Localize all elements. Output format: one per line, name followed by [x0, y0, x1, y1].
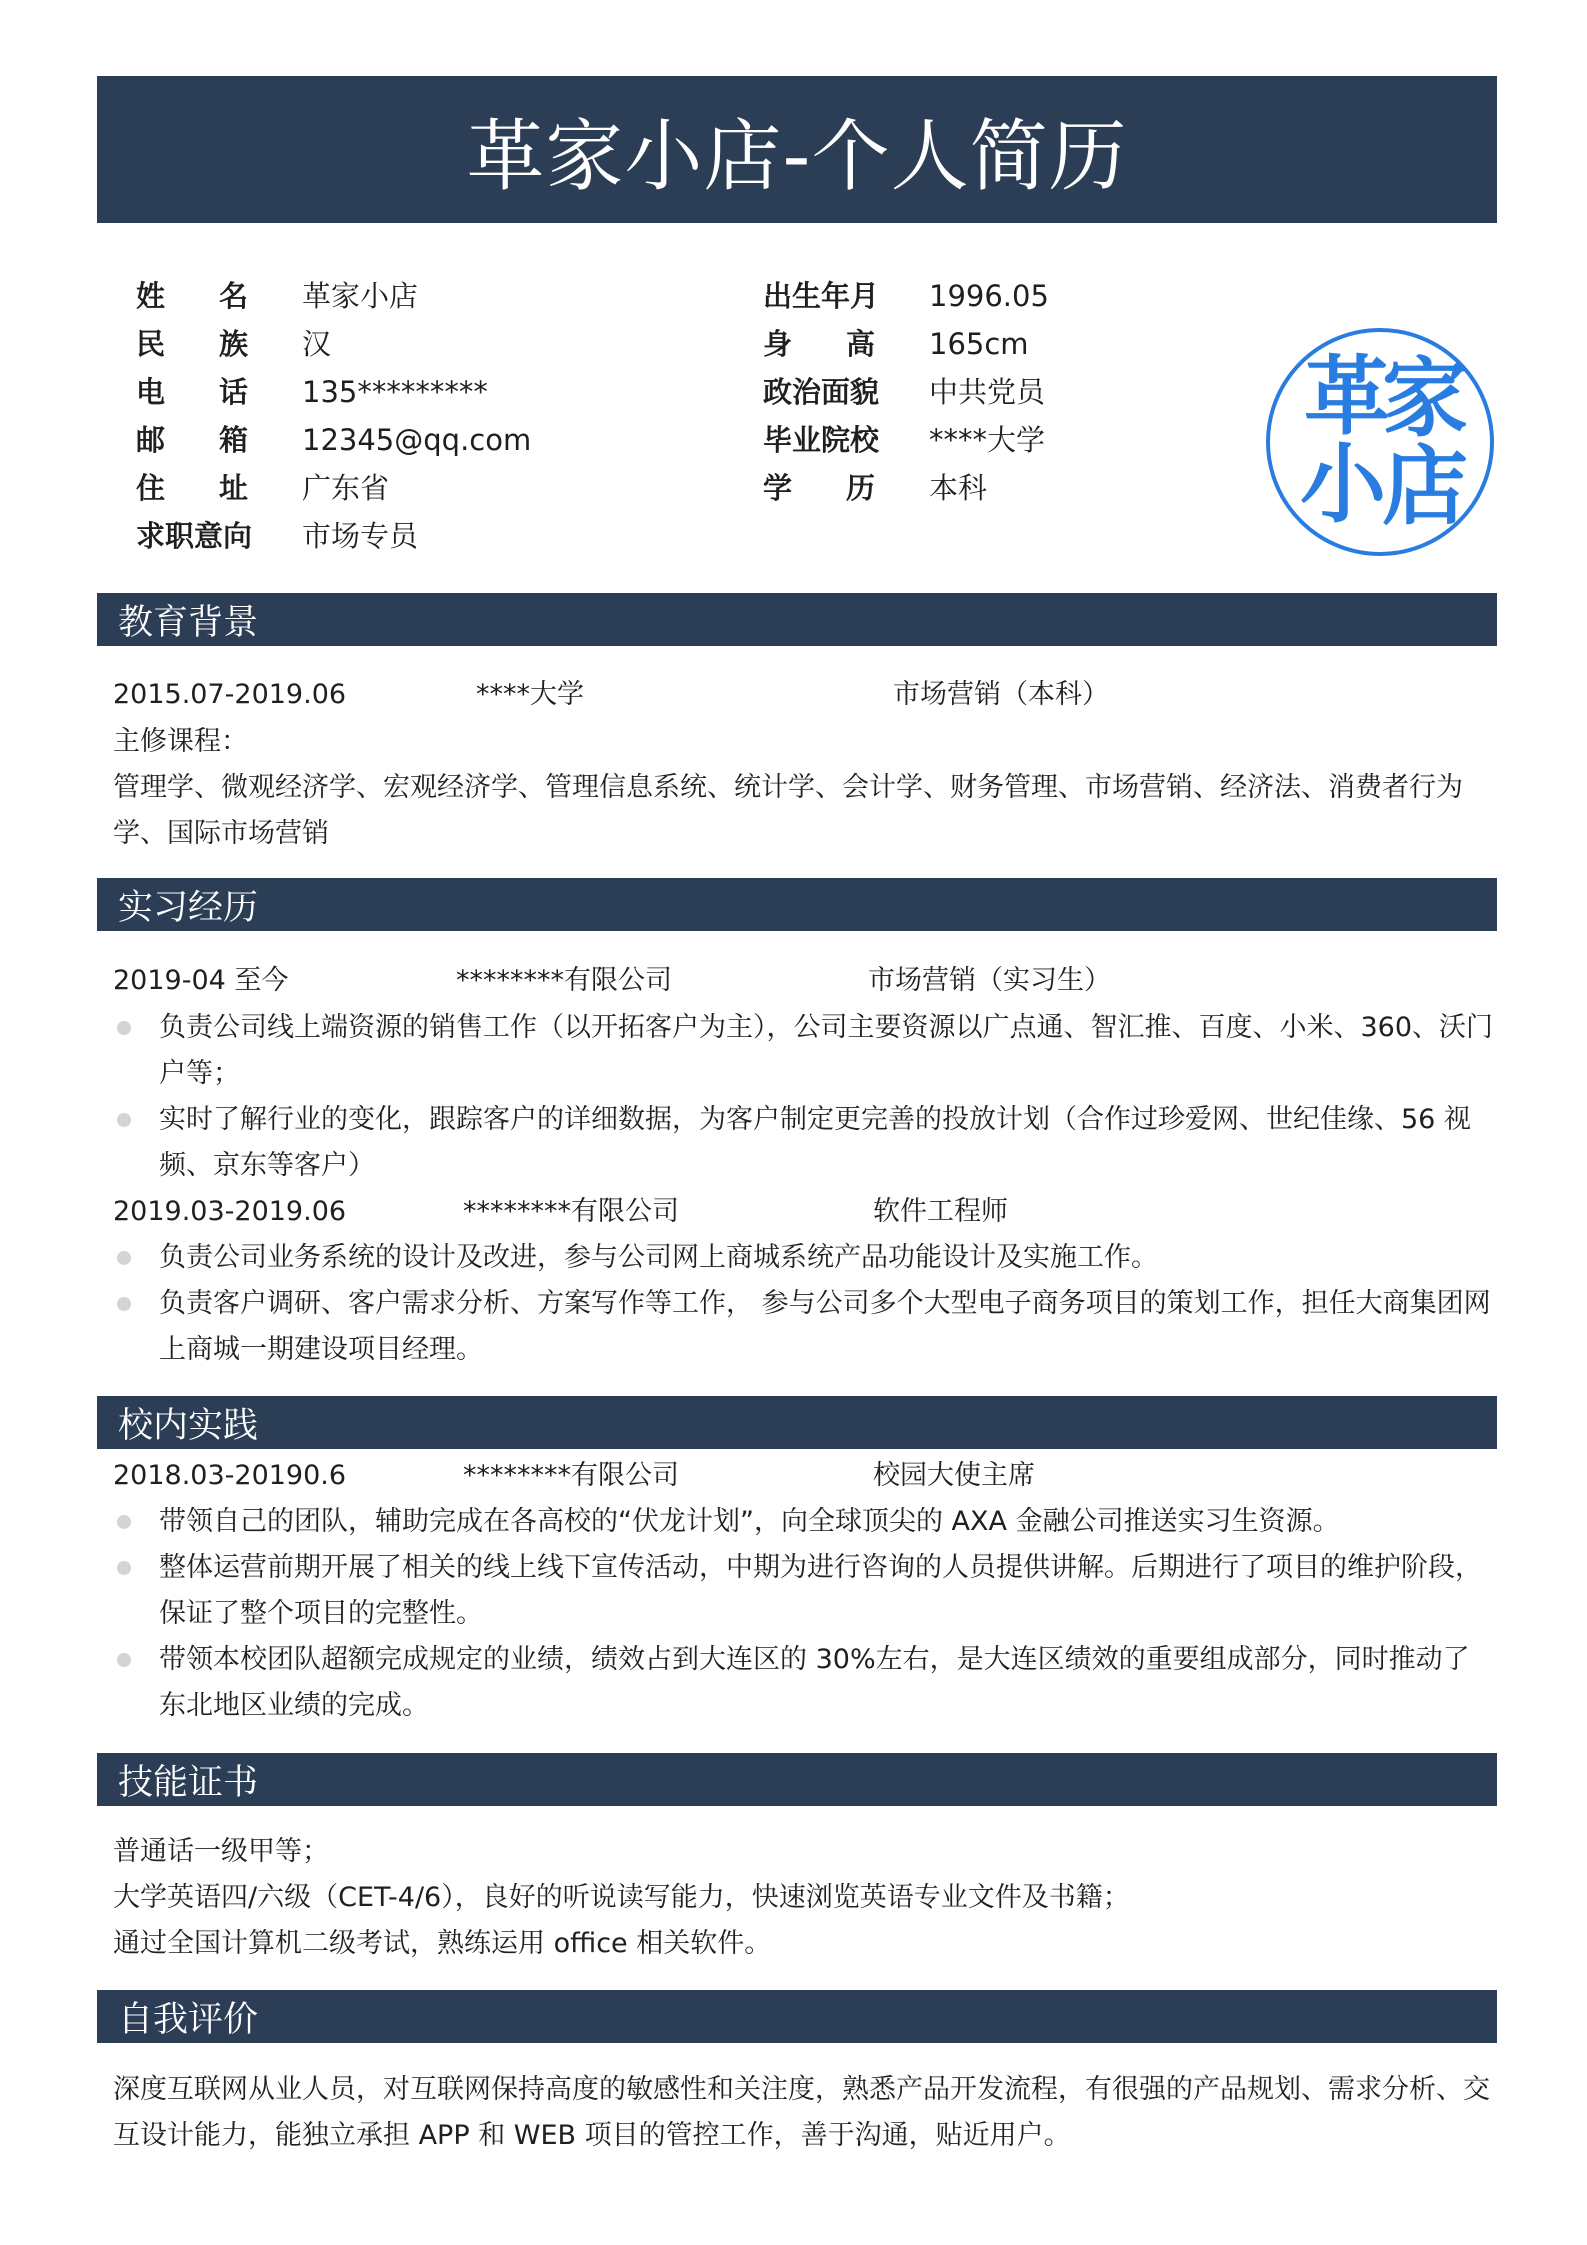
bullet-dot-icon — [117, 1251, 131, 1265]
self-eval-text: 深度互联网从业人员，对互联网保持高度的敏感性和关注度，熟悉产品开发流程，有很强的产品规划、需求分析、交互设计能力，能独立承担 APP 和 WEB 项目的管控工作，善于沟通，贴近用户。 — [113, 2074, 1490, 2151]
internship-period: 2019-04 至今 — [113, 965, 289, 996]
info-row-birth — [763, 272, 1363, 320]
bullet-text: 整体运营前期开展了相关的线上线下宣传活动，中期为进行咨询的人员提供讲解。后期进行了项目的维护阶段，保证了整个项目的完整性。 — [159, 1552, 1482, 1629]
seal-char: 店 — [1382, 436, 1468, 537]
info-value: 广东省 — [302, 471, 390, 505]
info-label: 邮箱 — [136, 423, 248, 457]
internship-period: 2019.03-2019.06 — [113, 1196, 347, 1227]
internship-row — [113, 958, 1493, 1004]
internship-company: ********有限公司 — [456, 965, 672, 996]
campus-row — [113, 1453, 1493, 1499]
info-value: 135********* — [302, 375, 488, 409]
info-row-height — [763, 320, 1363, 368]
education-period: 2015.07-2019.06 — [113, 679, 347, 710]
skill-line: 普通话一级甲等； — [113, 1836, 329, 1867]
info-row-address — [136, 464, 736, 512]
section-title: 实习经历 — [118, 888, 259, 928]
bullet-text: 负责公司线上端资源的销售工作（以开拓客户为主），公司主要资源以广点通、智汇推、百度、小米、360、沃门户等； — [159, 1012, 1494, 1089]
bullet-dot-icon — [117, 1653, 131, 1667]
info-value: 市场专员 — [302, 519, 419, 553]
courses-text: 管理学、微观经济学、宏观经济学、管理信息系统、统计学、会计学、财务管理、市场营销、经济法、消费者行为学、国际市场营销 — [113, 772, 1463, 849]
bullet-item — [113, 1235, 1495, 1281]
info-label: 政治面貌 — [763, 375, 880, 409]
internship-role: 市场营销（实习生） — [868, 965, 1111, 996]
info-value: 165cm — [929, 327, 1029, 361]
seal-char: 家 — [1382, 348, 1468, 449]
section-self-eval-header — [97, 1990, 1497, 2043]
resume-title: 革家小店-个人简历 — [466, 111, 1128, 202]
internship-row — [113, 1189, 1493, 1235]
bullet-dot-icon — [117, 1021, 131, 1035]
bullet-dot-icon — [117, 1561, 131, 1575]
education-school: ****大学 — [476, 679, 584, 710]
section-campus-header — [97, 1396, 1497, 1449]
internship-role: 软件工程师 — [873, 1196, 1008, 1227]
education-major: 市场营销（本科） — [893, 679, 1109, 710]
section-title: 校内实践 — [118, 1406, 259, 1446]
bullet-item — [113, 1499, 1495, 1545]
seal-char: 小 — [1300, 434, 1386, 535]
campus-company: ********有限公司 — [463, 1460, 679, 1491]
bullet-text: 带领本校团队超额完成规定的业绩，绩效占到大连区的 30%左右，是大连区绩效的重要组成部分，同时推动了东北地区业绩的完成。 — [159, 1644, 1470, 1721]
bullet-text: 负责公司业务系统的设计及改进，参与公司网上商城系统产品功能设计及实施工作。 — [159, 1242, 1158, 1273]
info-value: 中共党员 — [929, 375, 1046, 409]
seal-char: 革 — [1304, 346, 1390, 447]
info-label: 求职意向 — [136, 519, 253, 553]
resume-title-bar — [97, 76, 1497, 223]
campus-period: 2018.03-20190.6 — [113, 1460, 347, 1491]
section-internship-header — [97, 878, 1497, 931]
info-value: 汉 — [302, 327, 332, 361]
section-title: 教育背景 — [118, 603, 259, 643]
bullet-dot-icon — [117, 1515, 131, 1529]
shop-seal-stamp — [1266, 328, 1494, 556]
education-row — [113, 672, 1493, 718]
info-label: 民族 — [136, 327, 248, 361]
section-skills-header — [97, 1753, 1497, 1806]
info-row-name — [136, 272, 736, 320]
bullet-item — [113, 1637, 1495, 1729]
info-label: 电话 — [136, 375, 248, 409]
skill-line: 通过全国计算机二级考试，熟练运用 office 相关软件。 — [113, 1928, 772, 1959]
courses-label: 主修课程： — [113, 726, 248, 757]
bullet-text: 负责客户调研、客户需求分析、方案写作等工作， 参与公司多个大型电子商务项目的策划工作，担任大商集团网上商城一期建设项目经理。 — [159, 1288, 1491, 1365]
bullet-dot-icon — [117, 1113, 131, 1127]
bullet-text: 带领自己的团队，辅助完成在各高校的“伏龙计划”，向全球顶尖的 AXA 金融公司推送实习生资源。 — [159, 1506, 1340, 1537]
info-row-phone — [136, 368, 736, 416]
info-value: 12345@qq.com — [302, 423, 532, 457]
info-label: 出生年月 — [763, 279, 880, 313]
internship-company: ********有限公司 — [463, 1196, 679, 1227]
info-row-ethnicity — [136, 320, 736, 368]
skill-line: 大学英语四/六级（CET-4/6），良好的听说读写能力，快速浏览英语专业文件及书籍； — [113, 1882, 1130, 1913]
info-label: 身高 — [763, 327, 875, 361]
bullet-item — [113, 1005, 1495, 1097]
section-education-header — [97, 593, 1497, 646]
bullet-item — [113, 1281, 1495, 1373]
section-title: 技能证书 — [118, 1763, 259, 1803]
bullet-dot-icon — [117, 1297, 131, 1311]
info-value: 1996.05 — [929, 279, 1049, 313]
info-value: 本科 — [929, 471, 988, 505]
section-title: 自我评价 — [118, 2000, 259, 2040]
info-value: 革家小店 — [302, 279, 419, 313]
info-label: 学历 — [763, 471, 875, 505]
bullet-item — [113, 1097, 1495, 1189]
bullet-item — [113, 1545, 1495, 1637]
bullet-text: 实时了解行业的变化，跟踪客户的详细数据，为客户制定更完善的投放计划（合作过珍爱网、世纪佳缘、56 视频、京东等客户） — [159, 1104, 1471, 1181]
info-value: ****大学 — [929, 423, 1046, 457]
campus-role: 校园大使主席 — [873, 1460, 1035, 1491]
info-row-job-intent — [136, 512, 736, 560]
info-label: 姓名 — [136, 279, 248, 313]
info-label: 毕业院校 — [763, 423, 880, 457]
info-row-email — [136, 416, 736, 464]
info-label: 住址 — [136, 471, 248, 505]
